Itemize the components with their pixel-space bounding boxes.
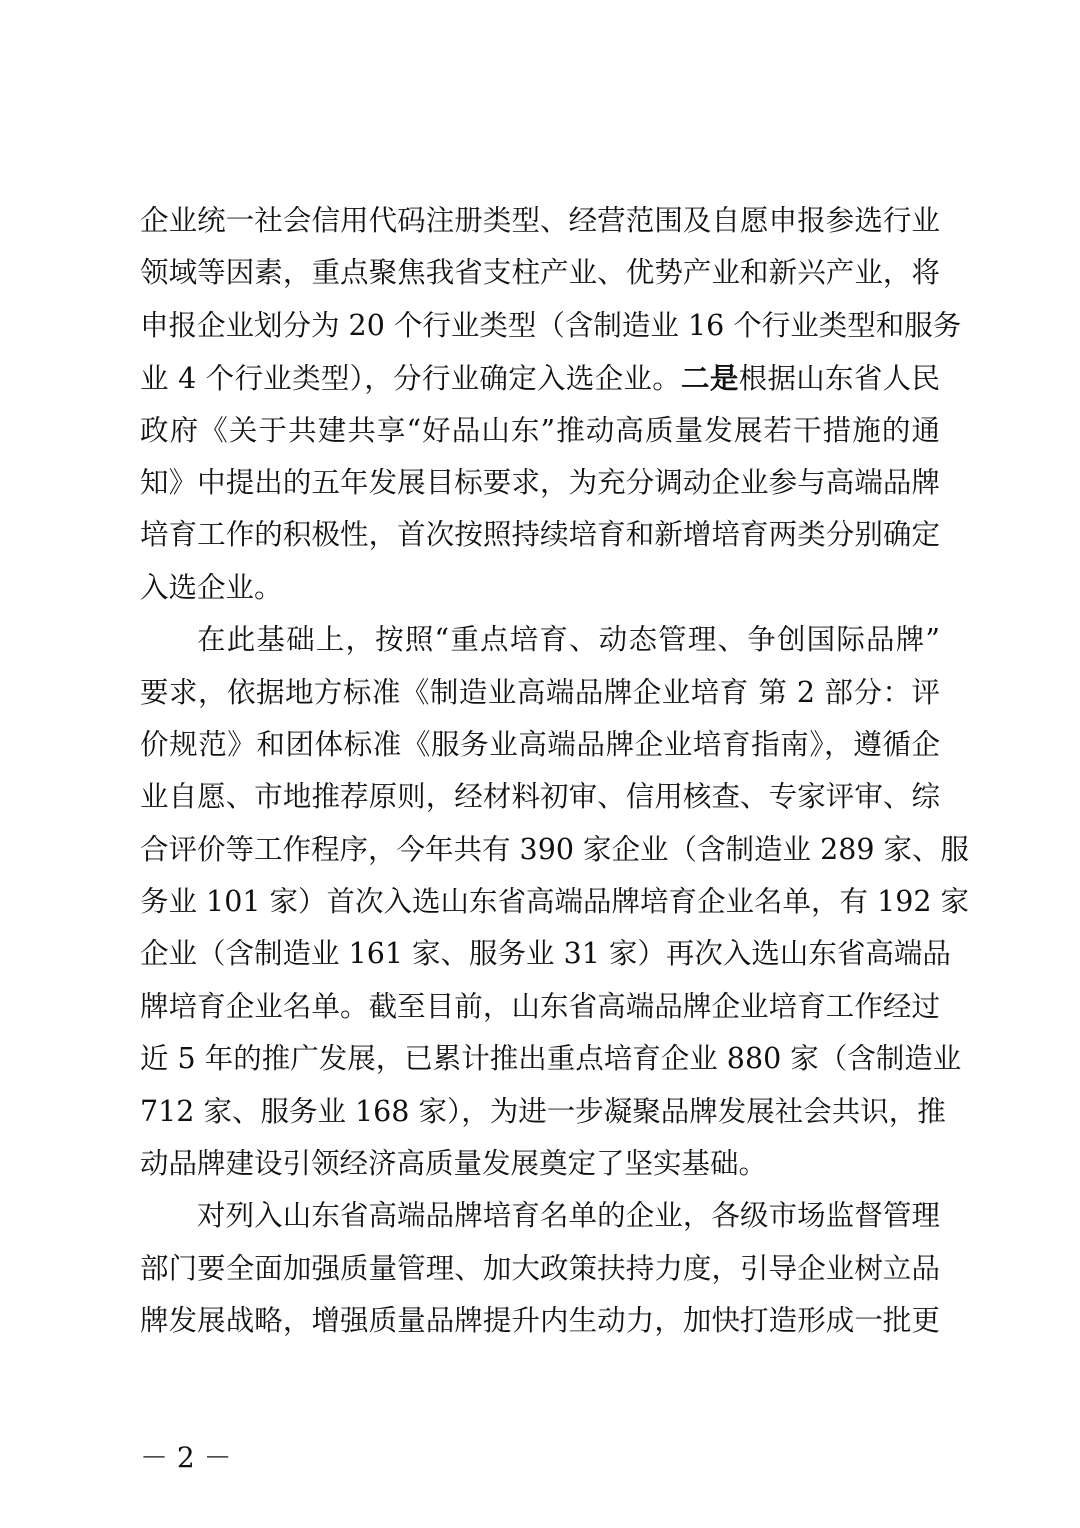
text-line: 企业（含制造业 161 家、服务业 31 家）再次入选山东省高端品 — [140, 937, 951, 971]
text-line — [140, 352, 940, 404]
text-line: 牌发展战略，增强质量品牌提升内生动力，加快打造形成一批更 — [140, 1304, 940, 1338]
text-line: 入选企业。 — [140, 570, 283, 604]
page-number: － 2 － — [140, 1441, 232, 1474]
text-line: 政府《关于共建共享“好品山东”推动高质量发展若干措施的通 — [140, 413, 940, 447]
text-line: 对列入山东省高端品牌培育名单的企业，各级市场监督管理 — [197, 1199, 940, 1233]
text-line: 企业统一社会信用代码注册类型、经营范围及自愿申报参选行业 — [140, 204, 940, 237]
text-line: 申报企业划分为 20 个行业类型（含制造业 16 个行业类型和服务 — [140, 308, 962, 342]
body-text — [140, 195, 970, 1348]
text-line: 培育工作的积极性，首次按照持续培育和新增培育两类分别确定 — [140, 518, 940, 552]
text-line: 领域等因素，重点聚焦我省支柱产业、优势产业和新兴产业，将 — [140, 256, 940, 290]
text-segment: 根据山东省人民 — [738, 362, 940, 396]
text-line: 业自愿、市地推荐原则，经材料初审、信用核查、专家评审、综 — [140, 780, 940, 814]
text-line: 要求，依据地方标准《制造业高端品牌企业培育 第 2 部分：评 — [140, 675, 940, 709]
text-line: 近 5 年的推广发展，已累计推出重点培育企业 880 家（含制造业 — [140, 1042, 962, 1076]
text-line: 价规范》和团体标准《服务业高端品牌企业培育指南》，遵循企 — [140, 727, 940, 761]
text-segment: 业 4 个行业类型），分行业确定入选企业。 — [140, 362, 682, 396]
text-line: 在此基础上，按照“重点培育、动态管理、争创国际品牌” — [197, 623, 940, 657]
text-line: 部门要全面加强质量管理、加大政策扶持力度，引导企业树立品 — [140, 1251, 940, 1285]
text-line: 牌培育企业名单。截至目前，山东省高端品牌企业培育工作经过 — [140, 989, 940, 1023]
text-line: 合评价等工作程序，今年共有 390 家企业（含制造业 289 家、服 — [140, 832, 970, 866]
text-line: 务业 101 家）首次入选山东省高端品牌培育企业名单，有 192 家 — [140, 885, 970, 919]
text-line: 动品牌建设引领经济高质量发展奠定了坚实基础。 — [140, 1147, 768, 1181]
text-line: 712 家、服务业 168 家），为进一步凝聚品牌发展社会共识，推 — [140, 1094, 946, 1128]
emphasis-text: 二是 — [681, 361, 739, 396]
text-line: 知》中提出的五年发展目标要求，为充分调动企业参与高端品牌 — [140, 465, 940, 499]
